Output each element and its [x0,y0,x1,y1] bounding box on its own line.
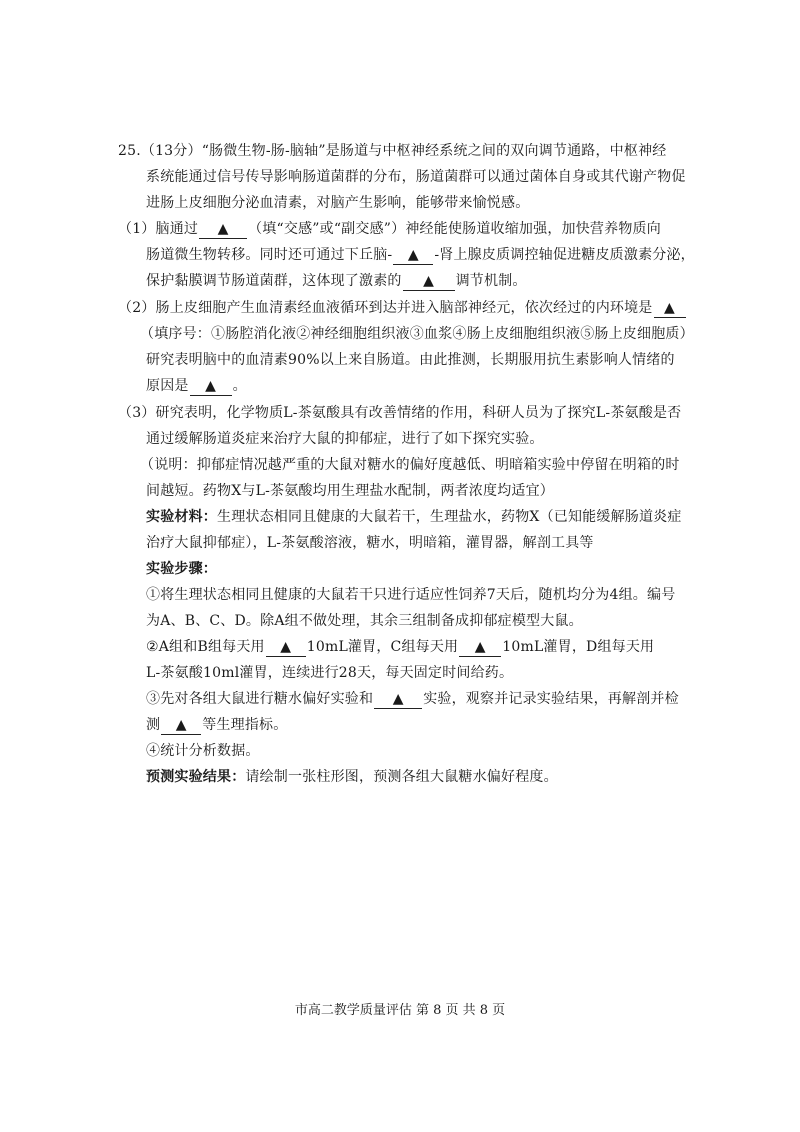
step3-text-a: ③先对各组大鼠进行糖水偏好实验和 [146,691,374,707]
part2-line-2: （填序号：①肠腔消化液②神经细胞组织液③血浆④肠上皮细胞组织液⑤肠上皮细胞质） [140,326,694,342]
part1-text-2b: -肾上腺皮质调控轴促进糖皮质激素分泌， [434,247,695,263]
part3-line-2: 通过缓解肠道炎症来治疗大鼠的抑郁症，进行了如下探究实验。 [146,431,544,447]
part1-line-1 [118,219,661,239]
part2-line-4 [146,376,247,396]
step2-text-b: 10mL灌胃，C组每天用 [306,639,459,655]
part1-line-2 [146,245,695,265]
answer-blank-1[interactable]: ▲ [199,221,247,239]
step2-text-a: ②A组和B组每天用 [146,639,265,655]
part1-text-1b: （填“交感”或“副交感”）神经能使肠道收缩加强，加快营养物质向 [248,221,661,237]
page-footer: 市高二教学质量评估 第 8 页 共 8 页 [294,1003,506,1018]
question-number: 25. [118,143,141,159]
part3-line-1: （3）研究表明，化学物质L-茶氨酸具有改善情绪的作用，科研人员为了探究L-茶氨酸是否 [118,405,682,421]
part1-text-2a: 肠道微生物转移。同时还可通过下丘脑- [146,247,393,263]
step3-text-2a: 测 [146,717,161,733]
question-intro-line-1 [118,141,666,161]
step3-text-b: 实验，观察并记录实验结果，再解剖并检 [423,691,679,707]
question-intro-line-3: 进肠上皮细胞分泌血清素，对脑产生影响，能够带来愉悦感。 [146,195,530,211]
answer-blank-4[interactable]: ▲ [654,300,686,318]
step2-line-2: L-茶氨酸10ml灌胃，连续进行28天，每天固定时间给药。 [146,665,514,681]
question-intro-text-1: “肠微生物-肠-脑轴”是肠道与中枢神经系统之间的双向调节通路，中枢神经 [201,143,667,159]
step4-line: ④统计分析数据。 [146,743,260,759]
materials-label: 实验材料： [146,509,217,525]
step2-text-c: 10mL灌胃，D组每天用 [502,639,655,655]
answer-blank-3[interactable]: ▲ [403,273,455,291]
part2-line-3: 研究表明脑中的血清素90%以上来自肠道。由此推测，长期服用抗生素影响人情绪的 [146,352,675,368]
part1-line-3 [146,271,527,291]
step1-line-2: 为A、B、C、D。除A组不做处理，其余三组制备成抑郁症模型大鼠。 [146,613,583,629]
part1-text-1a: （1）脑通过 [118,221,199,237]
step3-text-2b: 等生理指标。 [202,717,288,733]
part2-line-1 [118,298,687,318]
materials-text-1: 生理状态相同且健康的大鼠若干，生理盐水，药物X（已知能缓解肠道炎症 [217,509,682,525]
prediction-line [146,767,558,787]
part2-text-4b: 。 [232,378,247,394]
materials-line-2: 治疗大鼠抑郁症），L-茶氨酸溶液，糖水，明暗箱，灌胃器，解剖工具等 [146,535,594,551]
prediction-label: 预测实验结果： [146,769,246,785]
question-intro-line-2: 系统能通过信号传导影响肠道菌群的分布，肠道菌群可以通过菌体自身或其代谢产物促 [146,169,686,185]
step3-line-2 [146,715,287,735]
step3-line-1 [146,689,679,709]
question-score: （13分） [140,143,202,159]
answer-blank-8[interactable]: ▲ [374,691,422,709]
step2-line-1 [146,637,654,657]
part3-note-line-1: （说明：抑郁症情况越严重的大鼠对糖水的偏好度越低、明暗箱实验中停留在明箱的时 [140,457,680,473]
step1-line-1: ①将生理状态相同且健康的大鼠若干只进行适应性饲养7天后，随机均分为4组。编号 [146,587,676,603]
answer-blank-7[interactable]: ▲ [459,639,501,657]
prediction-text: 请绘制一张柱形图，预测各组大鼠糖水偏好程度。 [245,769,558,785]
answer-blank-5[interactable]: ▲ [190,378,232,396]
part1-text-3b: 调节机制。 [455,273,527,289]
answer-blank-2[interactable]: ▲ [393,247,433,265]
part3-note-line-2: 间越短。药物X与L-茶氨酸均用生理盐水配制，两者浓度均适宜） [146,483,554,499]
answer-blank-6[interactable]: ▲ [266,639,306,657]
answer-blank-9[interactable]: ▲ [161,717,201,735]
part1-text-3a: 保护黏膜调节肠道菌群，这体现了激素的 [146,273,402,289]
steps-label: 实验步骤： [146,561,217,577]
part2-text-4a: 原因是 [146,378,189,394]
materials-line-1 [146,507,682,527]
part2-text-1a: （2）肠上皮细胞产生血清素经血液循环到达并进入脑部神经元，依次经过的内环境是 [118,300,653,316]
